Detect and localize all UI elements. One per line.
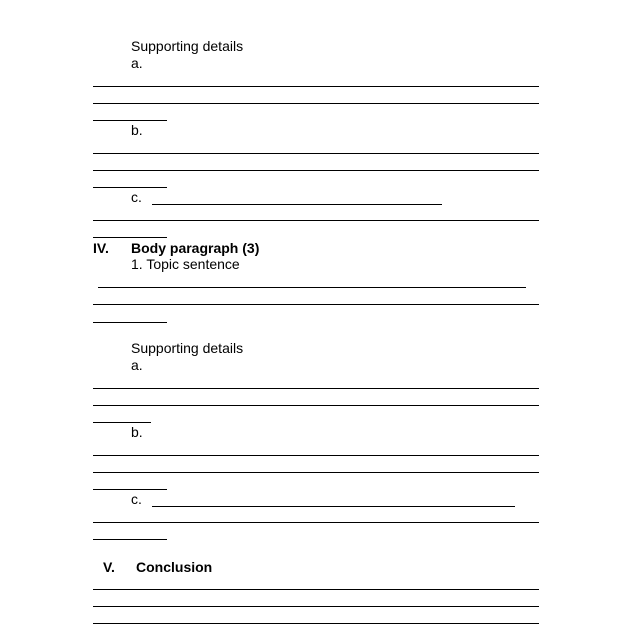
answer-line[interactable] (93, 472, 539, 473)
answer-line[interactable] (93, 589, 539, 590)
answer-line[interactable] (93, 422, 151, 423)
answer-line[interactable] (93, 489, 167, 490)
supporting-details-label: Supporting details (131, 38, 244, 54)
answer-line[interactable] (93, 237, 167, 238)
answer-line[interactable] (98, 287, 526, 288)
item-b-label: b. (131, 424, 143, 440)
item-c-label: c. (131, 491, 142, 507)
answer-line[interactable] (93, 220, 539, 221)
item-b-label: b. (131, 122, 143, 138)
section-numeral: IV. (93, 240, 109, 256)
answer-line[interactable] (93, 170, 539, 171)
answer-line[interactable] (93, 388, 539, 389)
answer-line[interactable] (93, 103, 539, 104)
answer-line[interactable] (93, 606, 539, 607)
section-heading: Conclusion (136, 559, 213, 575)
answer-line[interactable] (93, 539, 167, 540)
section-numeral: V. (103, 559, 115, 575)
item-a-label: a. (131, 357, 143, 373)
answer-line[interactable] (93, 405, 539, 406)
answer-line[interactable] (93, 455, 539, 456)
item-a-label: a. (131, 55, 143, 71)
answer-line[interactable] (93, 623, 539, 624)
answer-line[interactable] (152, 204, 442, 205)
item-c-label: c. (131, 189, 142, 205)
section-heading: Body paragraph (3) (131, 240, 260, 256)
answer-line[interactable] (93, 187, 167, 188)
answer-line[interactable] (93, 304, 539, 305)
supporting-details-label: Supporting details (131, 340, 244, 356)
answer-line[interactable] (152, 506, 515, 507)
answer-line[interactable] (93, 322, 167, 323)
answer-line[interactable] (93, 153, 539, 154)
topic-sentence-label: 1. Topic sentence (131, 256, 240, 272)
answer-line[interactable] (93, 522, 539, 523)
answer-line[interactable] (93, 120, 167, 121)
answer-line[interactable] (93, 86, 539, 87)
